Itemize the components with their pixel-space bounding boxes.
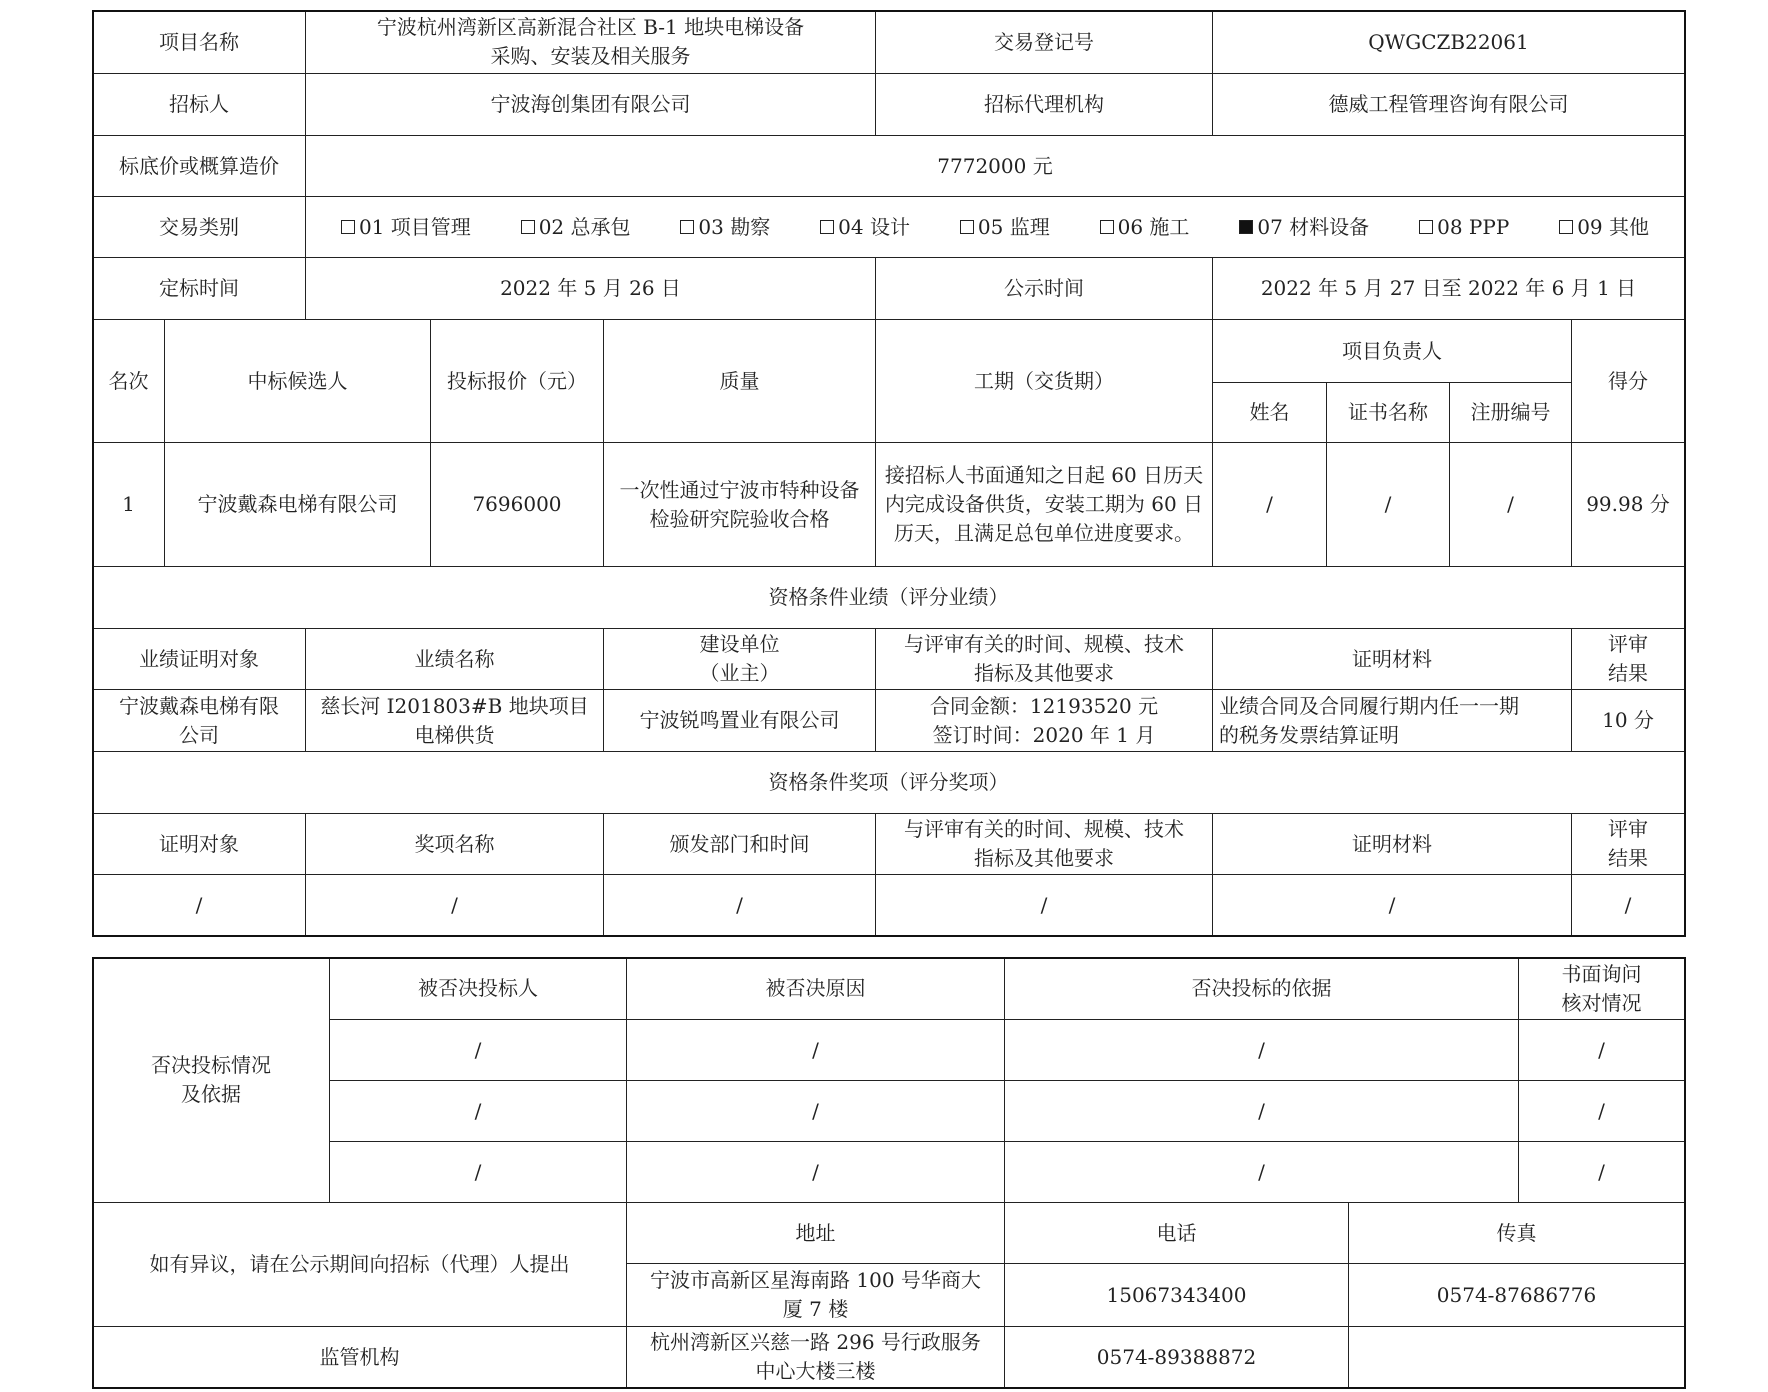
checkbox-icon (521, 220, 535, 234)
candidate-score: 99.98 分 (1571, 442, 1685, 567)
rejection-cell: / (1004, 1141, 1519, 1203)
trade-type-label: 01 项目管理 (358, 214, 471, 239)
fax: 0574-87686776 (1348, 1263, 1685, 1327)
rejection-header: 书面询问 核对情况 (1518, 957, 1685, 1020)
performance-title: 资格条件业绩（评分业绩） (92, 566, 1685, 629)
performance-cell: 业绩合同及合同履行期内任一一期 的税务发票结算证明 (1212, 689, 1572, 752)
awards-cell: / (1571, 874, 1685, 936)
performance-header: 证明材料 (1212, 628, 1572, 690)
rejection-cell: / (1004, 1019, 1519, 1081)
supervisor-address: 杭州湾新区兴慈一路 296 号行政服务 中心大楼三楼 (626, 1326, 1005, 1388)
label-price: 标底价或概算造价 (92, 135, 306, 197)
trade-type-option (1239, 213, 1369, 242)
performance-cell: 合同金额：12193520 元 签订时间：2020 年 1 月 (875, 689, 1213, 752)
label-reg-no: 交易登记号 (875, 10, 1213, 74)
label-project-name: 项目名称 (92, 10, 306, 74)
performance-header: 建设单位 （业主） (603, 628, 876, 690)
awards-header: 奖项名称 (305, 813, 604, 875)
reg-no: QWGCZB22061 (1212, 10, 1685, 74)
trade-type-label: 04 设计 (838, 214, 910, 239)
awards-header: 颁发部门和时间 (603, 813, 876, 875)
rejection-cell: / (626, 1080, 1005, 1142)
rejection-header: 否决投标的依据 (1004, 957, 1519, 1020)
label-award-time: 定标时间 (92, 257, 306, 320)
publicity-period: 2022 年 5 月 27 日至 2022 年 6 月 1 日 (1212, 257, 1685, 320)
checkbox-icon (341, 220, 355, 234)
rejection-cell: / (626, 1141, 1005, 1203)
rejection-cell: / (1004, 1080, 1519, 1142)
candidate-quality: 一次性通过宁波市特种设备检验研究院验收合格 (603, 442, 876, 567)
header-cert: 证书名称 (1326, 382, 1450, 443)
performance-header: 业绩证明对象 (92, 628, 306, 690)
candidate-cert: / (1326, 442, 1450, 567)
performance-header: 与评审有关的时间、规模、技术 指标及其他要求 (875, 628, 1213, 690)
trade-type-label: 02 总承包 (538, 214, 631, 239)
awards-cell: / (92, 874, 306, 936)
performance-cell: 慈长河 I201803#B 地块项目 电梯供货 (305, 689, 604, 752)
header-manager-name: 姓名 (1212, 382, 1327, 443)
supervisor-label: 监管机构 (92, 1326, 627, 1388)
header-bid: 投标报价（元） (430, 319, 604, 443)
trade-type-option (960, 213, 1050, 242)
awards-header: 与评审有关的时间、规模、技术 指标及其他要求 (875, 813, 1213, 875)
rejection-cell: / (329, 1080, 627, 1142)
trade-type-option (820, 213, 910, 242)
rejection-label: 否决投标情况 及依据 (92, 957, 330, 1203)
checkbox-icon (1559, 220, 1573, 234)
rejection-cell: / (1518, 1080, 1685, 1142)
trade-type-options (305, 196, 1685, 258)
performance-cell: 宁波锐鸣置业有限公司 (603, 689, 876, 752)
tenderer: 宁波海创集团有限公司 (305, 73, 876, 136)
rejection-cell: / (329, 1141, 627, 1203)
header-manager: 项目负责人 (1212, 319, 1572, 383)
header-quality: 质量 (603, 319, 876, 443)
supervisor-phone: 0574-89388872 (1004, 1326, 1349, 1388)
award-time: 2022 年 5 月 26 日 (305, 257, 876, 320)
awards-cell: / (1212, 874, 1572, 936)
checkbox-icon (680, 220, 694, 234)
trade-type-label: 05 监理 (977, 214, 1050, 239)
trade-type-option (341, 213, 471, 242)
trade-type-option (680, 213, 770, 242)
supervisor-fax (1348, 1326, 1685, 1388)
performance-header: 业绩名称 (305, 628, 604, 690)
address: 宁波市高新区星海南路 100 号华商大 厦 7 楼 (626, 1263, 1005, 1327)
checked-box-icon (1239, 220, 1253, 234)
candidate-manager-name: / (1212, 442, 1327, 567)
trade-type-label: 08 PPP (1437, 214, 1510, 239)
awards-cell: / (305, 874, 604, 936)
label-fax: 传真 (1348, 1202, 1685, 1264)
awards-header: 评审 结果 (1571, 813, 1685, 875)
awards-header: 证明对象 (92, 813, 306, 875)
performance-cell: 宁波戴森电梯有限 公司 (92, 689, 306, 752)
rejection-header: 被否决原因 (626, 957, 1005, 1020)
trade-type-option (521, 213, 631, 242)
header-candidate: 中标候选人 (164, 319, 431, 443)
label-phone: 电话 (1004, 1202, 1349, 1264)
label-tenderer: 招标人 (92, 73, 306, 136)
rejection-cell: / (626, 1019, 1005, 1081)
trade-type-label: 03 勘察 (698, 214, 771, 239)
trade-type-option (1419, 213, 1509, 242)
trade-type-option (1559, 213, 1649, 242)
checkbox-icon (820, 220, 834, 234)
rejection-header: 被否决投标人 (329, 957, 627, 1020)
candidate-bid: 7696000 (430, 442, 604, 567)
awards-header: 证明材料 (1212, 813, 1572, 875)
performance-header: 评审 结果 (1571, 628, 1685, 690)
checkbox-icon (1100, 220, 1114, 234)
rejection-cell: / (329, 1019, 627, 1081)
project-name: 宁波杭州湾新区高新混合社区 B-1 地块电梯设备 采购、安装及相关服务 (305, 10, 876, 74)
trade-type-label: 09 其他 (1577, 214, 1650, 239)
trade-type-option (1100, 213, 1190, 242)
agency: 德威工程管理咨询有限公司 (1212, 73, 1685, 136)
checkbox-icon (960, 220, 974, 234)
objection-label: 如有异议，请在公示期间向招标（代理）人提出 (92, 1202, 627, 1327)
trade-type-label: 07 材料设备 (1257, 214, 1370, 239)
rejection-cell: / (1518, 1141, 1685, 1203)
candidate-name: 宁波戴森电梯有限公司 (164, 442, 431, 567)
header-reg-no: 注册编号 (1449, 382, 1572, 443)
header-score: 得分 (1571, 319, 1685, 443)
awards-cell: / (875, 874, 1213, 936)
candidate-period: 接招标人书面通知之日起 60 日历天内完成设备供货，安装工期为 60 日历天，且满足总包单位进度要求。 (875, 442, 1213, 567)
label-address: 地址 (626, 1202, 1005, 1264)
price: 7772000 元 (305, 135, 1685, 197)
performance-cell: 10 分 (1571, 689, 1685, 752)
candidate-reg-no: / (1449, 442, 1572, 567)
label-trade-type: 交易类别 (92, 196, 306, 258)
awards-cell: / (603, 874, 876, 936)
phone: 15067343400 (1004, 1263, 1349, 1327)
label-publicity: 公示时间 (875, 257, 1213, 320)
rejection-cell: / (1518, 1019, 1685, 1081)
trade-type-label: 06 施工 (1117, 214, 1190, 239)
label-agency: 招标代理机构 (875, 73, 1213, 136)
header-period: 工期（交货期） (875, 319, 1213, 443)
header-rank: 名次 (92, 319, 165, 443)
awards-title: 资格条件奖项（评分奖项） (92, 751, 1685, 814)
checkbox-icon (1419, 220, 1433, 234)
candidate-rank: 1 (92, 442, 165, 567)
